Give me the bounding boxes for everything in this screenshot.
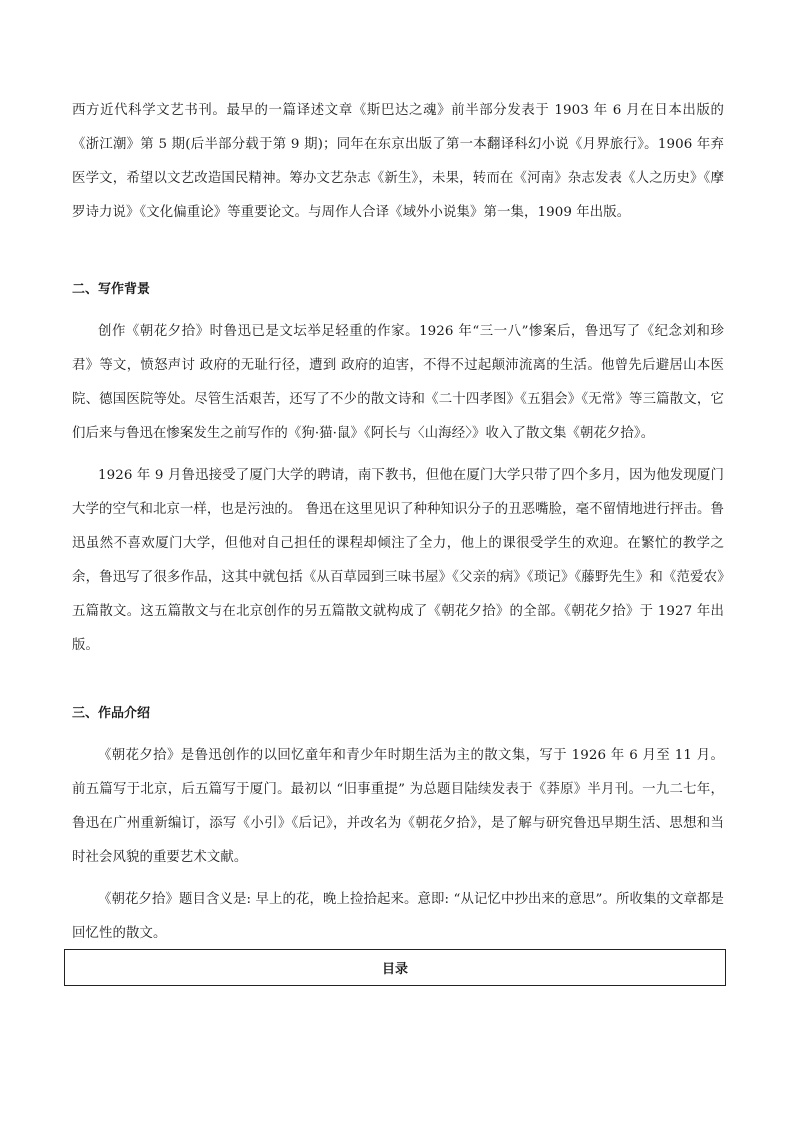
section-writing-background xyxy=(72,315,724,663)
section-heading-work-introduction: 三、作品介绍 xyxy=(72,706,151,721)
background-paragraph-2: 1926 年 9 月鲁迅接受了厦门大学的聘请，南下教书，但他在厦门大学只带了四个多月，因为他发现厦门大学的空气和北京一样，也是污浊的。 鲁迅在这里见识了种种知识分子的丑恶嘴脸，毫不留情地进行抨击。鲁迅虽然不喜欢厦门大学，但他对自己担任的课程却倾注了全力，他上的课很受学生的欢迎。在繁忙的教学之余，鲁迅写了很多作品，这其中就包括《从百草园到三味书屋》《父亲的病》《琐记》《藤野先生》和《范爱农》五篇散文。这五篇散文与在北京创作的另五篇散文就构成了《朝花夕拾》的全部。《朝花夕拾》于 1927 年出版。 xyxy=(72,468,724,653)
intro-paragraph: 西方近代科学文艺书刊。最早的一篇译述文章《斯巴达之魂》前半部分发表于 1903 年 6 月在日本出版的《浙江潮》第 5 期(后半部分载于第 9 期)；同年在东京出版了第一本翻译科幻小说《月界旅行》。1906 年弃医学文，希望以文艺改造国民精神。筹办文艺杂志《新生》，未果，转而在《河南》杂志发表《人之历史》《摩罗诗力说》《文化偏重论》等重要论文。与周作人合译《域外小说集》第一集，1909 年出版。 xyxy=(72,103,724,220)
section-work-introduction xyxy=(72,739,724,951)
introduction-paragraph-1: 《朝花夕拾》是鲁迅创作的以回忆童年和青少年时期生活为主的散文集，写于 1926 年 6 月至 11 月。前五篇写于北京，后五篇写于厦门。最初以 “旧事重提” 为总题目陆续发表于《莽原》半月刊。一九二七年，鲁迅在广州重新编订，添写《小引》《后记》，并改名为《朝花夕拾》，是了解与研究鲁迅早期生活、思想和当时社会风貌的重要艺术文献。 xyxy=(72,748,724,865)
background-paragraph-1: 创作《朝花夕拾》时鲁迅已是文坛举足轻重的作家。1926 年“三一八”惨案后，鲁迅写了《纪念刘和珍君》等文，愤怒声讨 政府的无耻行径，遭到 政府的迫害，不得不过起颠沛流离的生活。他曾先后避居山本医院、德国医院等处。尽管生活艰苦，还写了不少的散文诗和《二十四孝图》《五猖会》《无常》等三篇散文，它们后来与鲁迅在惨案发生之前写作的《狗·猫·鼠》《阿长与〈山海经〉》收入了散文集《朝花夕拾》。 xyxy=(72,324,724,441)
table-of-contents-label: 目录 xyxy=(381,962,408,977)
table-of-contents-box[interactable] xyxy=(64,949,726,986)
introduction-paragraph-2: 《朝花夕拾》题目含义是: 早上的花，晚上捡拾起来。意即: “从记忆中抄出来的意思”。所收集的文章都是回忆性的散文。 xyxy=(72,892,724,941)
section-heading-writing-background: 二、写作背景 xyxy=(72,282,151,297)
section-intro xyxy=(72,94,724,230)
